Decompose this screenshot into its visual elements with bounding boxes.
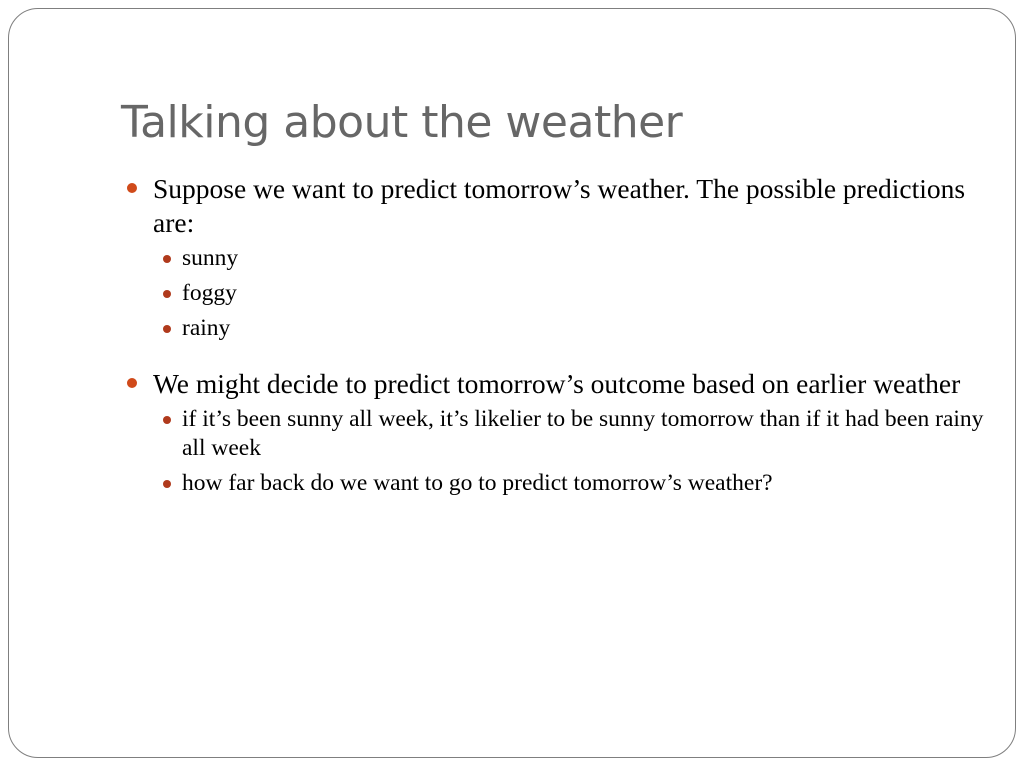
slide-title: Talking about the weather (121, 97, 683, 148)
bullet-dot-icon (127, 183, 137, 193)
sub-bullet-item (153, 314, 987, 343)
sub-bullet-dot-icon (163, 416, 171, 424)
bullet-list (127, 172, 987, 498)
sub-bullet-dot-icon (163, 290, 171, 298)
sub-bullet-text: if it’s been sunny all week, it’s likelier to be sunny tomorrow than if it had been rainy all week (182, 406, 984, 461)
bullet-text: Suppose we want to predict tomorrow’s weather. The possible predictions are: (153, 173, 966, 238)
sub-bullet-text: how far back do we want to go to predict tomorrow’s weather? (182, 470, 773, 496)
sub-bullet-dot-icon (163, 255, 171, 263)
slide-content (127, 172, 987, 504)
sub-bullet-text: foggy (182, 280, 237, 306)
slide-frame (8, 8, 1016, 758)
sub-bullet-dot-icon (163, 325, 171, 333)
bullet-text: We might decide to predict tomorrow’s outcome based on earlier weather (153, 368, 961, 399)
sub-bullet-dot-icon (163, 480, 171, 488)
sub-bullet-text: sunny (182, 245, 239, 271)
sub-bullet-list (153, 244, 987, 343)
sub-bullet-item (153, 244, 987, 273)
sub-bullet-item (153, 279, 987, 308)
sub-bullet-list (153, 405, 987, 498)
sub-bullet-text: rainy (182, 315, 231, 341)
bullet-item (127, 172, 987, 343)
sub-bullet-item (153, 405, 987, 463)
sub-bullet-item (153, 469, 987, 498)
bullet-item (127, 367, 987, 498)
bullet-dot-icon (127, 378, 137, 388)
